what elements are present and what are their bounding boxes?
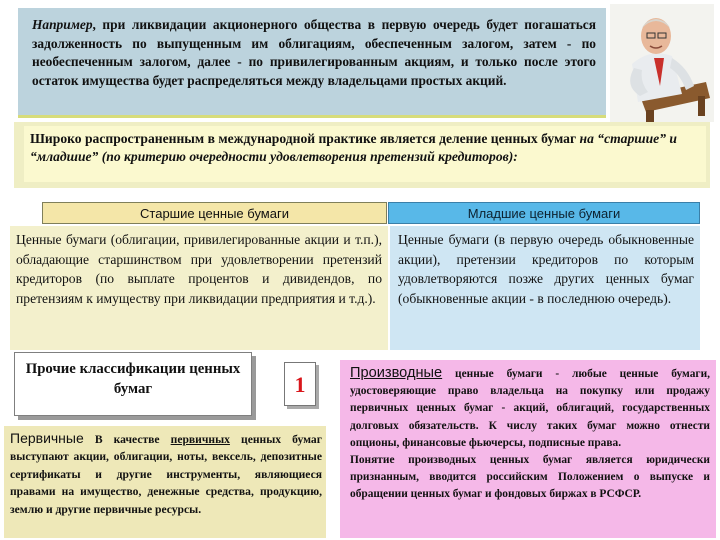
derivative-securities-block — [340, 360, 716, 538]
senior-securities-text: Ценные бумаги (облигации, привилегированные акции и т.п.), обладающие старшинством при удовлетворении претензий кредиторов (по выплате процентов и дивидендов, по претензиям к имуществу при ликвидации предприятия и т.д.). — [10, 226, 388, 350]
derivative-term: Производные — [350, 365, 443, 381]
primary-text: ценных бумаг выступают акции, облигации, ноты, вексель, депозитные сертификаты и другие инструменты, являющиеся правами на имущество, денежные средства, продукцию, землю и другие первичные ресурсы. — [10, 433, 322, 516]
primary-underlined: первичных — [170, 433, 230, 446]
derivative-text-2: Понятие производных ценных бумаг является юридически признанным, вводится российским Положением о выпуске и обращении ценных бумаг и фондовых биржах в РСФСР. — [350, 454, 710, 501]
primary-securities-block — [4, 426, 326, 538]
example-note — [18, 8, 606, 118]
example-text: , при ликвидации акционерного общества в первую очередь будет погашаться задолженность по выпущенным им облигациям, обеспеченным залогом, затем - по необеспеченным залогом, далее - по привилегированным акциям, и только после этого остаток имущества будет распределяться между владельцами простых акций. — [32, 17, 596, 88]
primary-intro: В качестве — [83, 433, 171, 446]
intro-italic: на “старшие” и “младшие” (по критерию очередности удовлетворения претензий кредиторов): — [30, 131, 677, 164]
example-lead: Например — [32, 17, 93, 32]
businessman-photo — [610, 4, 714, 122]
junior-securities-text: Ценные бумаги (в первую очередь обыкновенные акции), претензии кредиторов по которым удовлетворяются позже других ценных бумаг (обыкновенные акции - в последнюю очередь). — [390, 226, 700, 350]
other-classifications-title: Прочие классификации ценных бумаг — [14, 352, 252, 416]
primary-term: Первичные — [10, 430, 84, 446]
intro-text — [24, 126, 706, 182]
junior-securities-header: Младшие ценные бумаги — [388, 202, 700, 224]
derivative-text: ценные бумаги - любые ценные бумаги, удостоверяющие право владельца на покупку или продажу первичных ценных бумаг - акций, облигаций, государственных долговых обязательств. К числу таких бумаг можно отнести опционы, финансовые фьючерсы, подписные права. — [350, 368, 710, 449]
slide-number: 1 — [284, 362, 316, 406]
intro-plain: Широко распространенным в международной практике является деление ценных бумаг — [30, 131, 580, 146]
senior-securities-header: Старшие ценные бумаги — [42, 202, 387, 224]
